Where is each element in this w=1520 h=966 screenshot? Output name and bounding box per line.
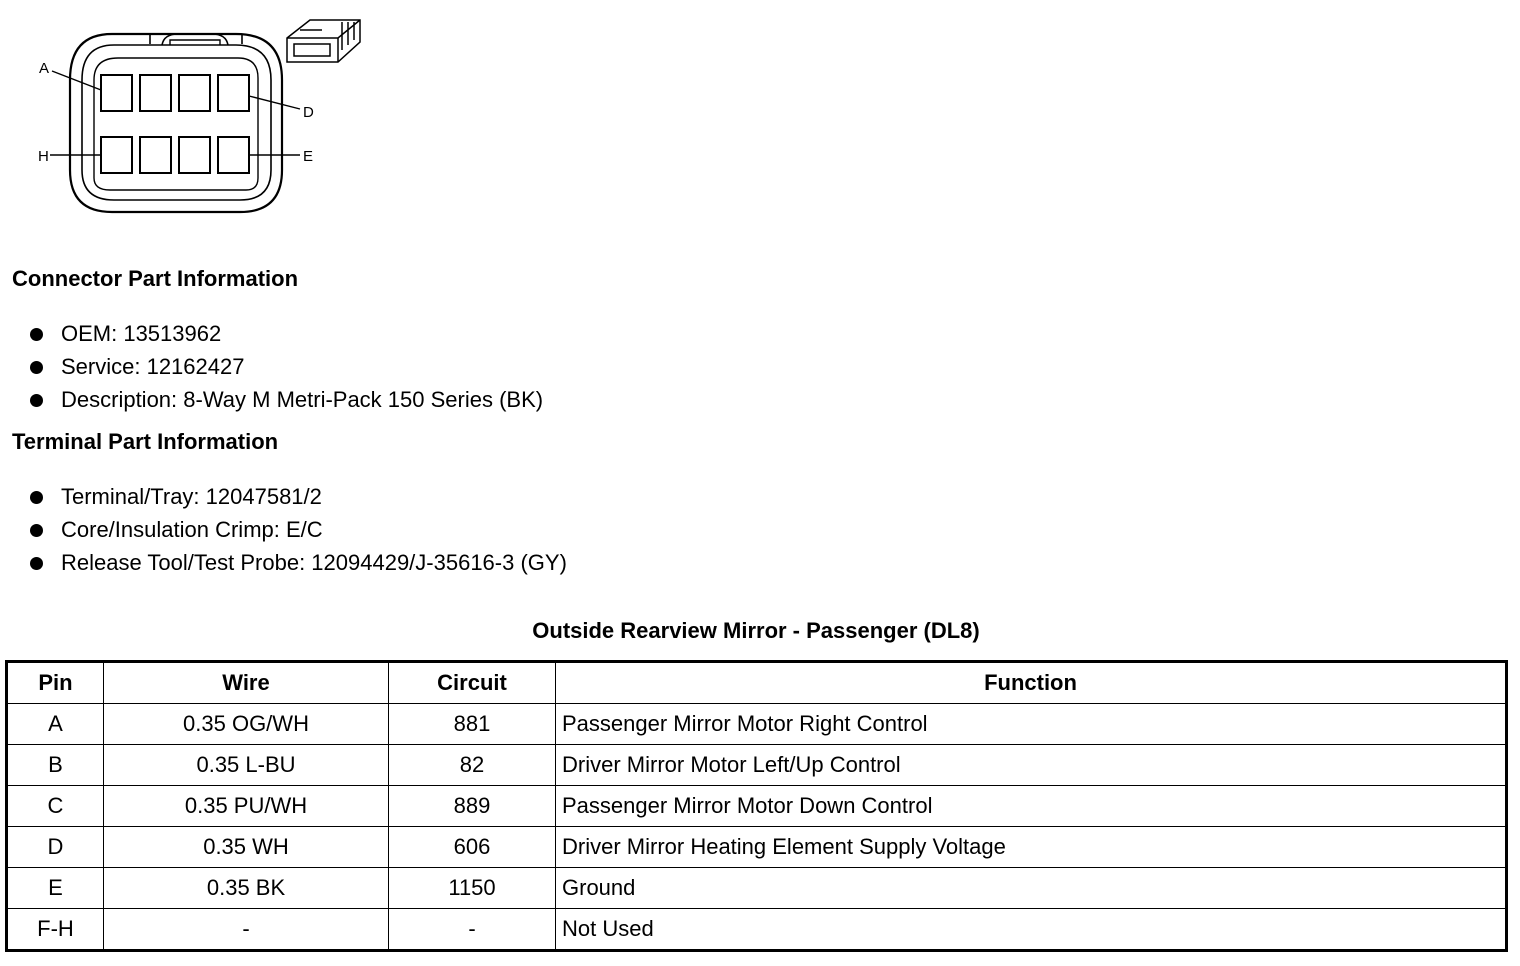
list-item [28, 350, 543, 383]
wire-cell: - [104, 909, 389, 951]
bullet-icon [30, 557, 43, 570]
pin-label-e: E [303, 148, 314, 165]
list-item-text: Service: 12162427 [61, 354, 245, 379]
cavity-c [179, 75, 210, 111]
connector-body [70, 34, 282, 212]
function-cell: Passenger Mirror Motor Down Control [556, 786, 1507, 827]
connector-diagram [0, 0, 400, 225]
bullet-icon [30, 491, 43, 504]
circuit-cell: 82 [389, 745, 556, 786]
function-cell: Not Used [556, 909, 1507, 951]
cavity-f [179, 137, 210, 173]
circuit-cell: 606 [389, 827, 556, 868]
wire-cell: 0.35 WH [104, 827, 389, 868]
connector-3d-icon [287, 20, 360, 62]
circuit-cell: - [389, 909, 556, 951]
bullet-icon [30, 394, 43, 407]
wire-cell: 0.35 BK [104, 868, 389, 909]
table-row [7, 704, 1507, 745]
column-header-wire: Wire [104, 662, 389, 704]
column-header-pin: Pin [7, 662, 104, 704]
terminal-info-heading: Terminal Part Information [12, 429, 279, 454]
list-item [28, 480, 567, 513]
table-row [7, 745, 1507, 786]
table-title: Outside Rearview Mirror - Passenger (DL8) [532, 618, 980, 643]
cavity-h [101, 137, 132, 173]
wire-cell: 0.35 PU/WH [104, 786, 389, 827]
pin-leader-lines [50, 71, 300, 155]
function-cell: Driver Mirror Heating Element Supply Voltage [556, 827, 1507, 868]
list-item [28, 513, 567, 546]
pin-label-a: A [39, 60, 50, 77]
table-row [7, 786, 1507, 827]
bullet-icon [30, 361, 43, 374]
wire-cell: 0.35 OG/WH [104, 704, 389, 745]
cavity-e [218, 137, 249, 173]
cavity-g [140, 137, 171, 173]
function-cell: Ground [556, 868, 1507, 909]
cavity-d [218, 75, 249, 111]
pin-cell: F-H [7, 909, 104, 951]
table-header-row [7, 662, 1507, 704]
pin-cell: E [7, 868, 104, 909]
pin-cell: A [7, 704, 104, 745]
bullet-icon [30, 328, 43, 341]
list-item-text: Terminal/Tray: 12047581/2 [61, 484, 322, 509]
bullet-icon [30, 524, 43, 537]
list-item [28, 383, 543, 416]
terminal-info-list [28, 480, 567, 579]
circuit-cell: 1150 [389, 868, 556, 909]
list-item-text: Release Tool/Test Probe: 12094429/J-35616-3 (GY) [61, 550, 567, 575]
list-item-text: OEM: 13513962 [61, 321, 222, 346]
connector-info-list [28, 317, 543, 416]
list-item [28, 317, 543, 350]
column-header-function: Function [556, 662, 1507, 704]
pinout-table [5, 660, 1508, 952]
table-row [7, 827, 1507, 868]
pin-cell: D [7, 827, 104, 868]
column-header-circuit: Circuit [389, 662, 556, 704]
pin-cell: C [7, 786, 104, 827]
terminal-cavities [101, 75, 249, 173]
cavity-b [140, 75, 171, 111]
pin-label-h: H [38, 148, 49, 165]
function-cell: Passenger Mirror Motor Right Control [556, 704, 1507, 745]
list-item-text: Description: 8-Way M Metri-Pack 150 Series (BK) [61, 387, 544, 412]
list-item [28, 546, 567, 579]
connector-info-heading: Connector Part Information [12, 266, 299, 291]
list-item-text: Core/Insulation Crimp: E/C [61, 517, 323, 542]
wire-cell: 0.35 L-BU [104, 745, 389, 786]
pin-label-d: D [303, 104, 314, 121]
circuit-cell: 889 [389, 786, 556, 827]
table-row [7, 909, 1507, 951]
circuit-cell: 881 [389, 704, 556, 745]
pin-cell: B [7, 745, 104, 786]
function-cell: Driver Mirror Motor Left/Up Control [556, 745, 1507, 786]
cavity-a [101, 75, 132, 111]
table-row [7, 868, 1507, 909]
